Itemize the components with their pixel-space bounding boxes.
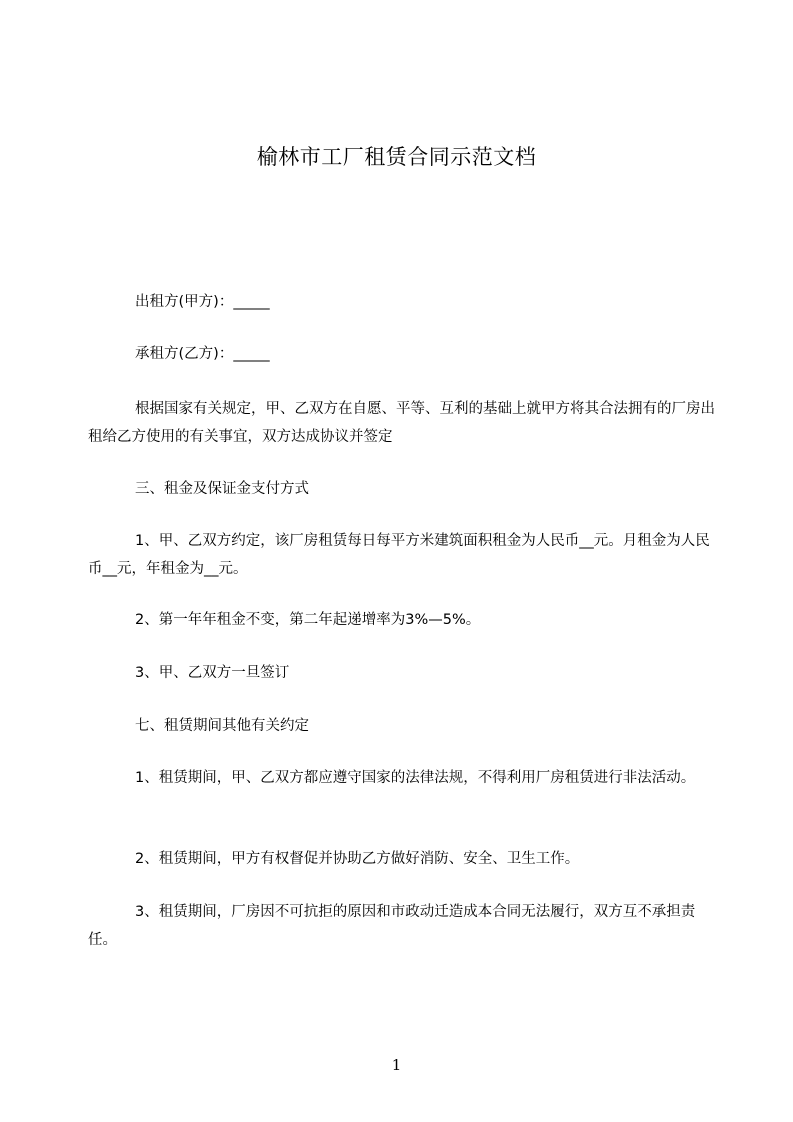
page-title: 榆林市工厂租赁合同示范文档 (256, 145, 537, 169)
other-clause-3: 3、租赁期间，厂房因不可抗拒的原因和市政动迁造成本合同无法履行，双方互不承担责任。 (88, 904, 696, 948)
page-number: 1 (391, 1056, 402, 1074)
other-clause-1: 1、租赁期间，甲、乙双方都应遵守国家的法律法规，不得利用厂房租赁进行非法活动。 (135, 770, 696, 786)
lessor-line: 出租方(甲方)：_____ (135, 294, 270, 310)
lessee-line: 承租方(乙方)：_____ (135, 346, 270, 362)
rent-clause-3: 3、甲、乙双方一旦签订 (135, 665, 290, 681)
rent-clause-1: 1、甲、乙双方约定，该厂房租赁每日每平方米建筑面积租金为人民币__元。月租金为人民币__元，年租金为__元。 (88, 533, 710, 577)
other-clause-2: 2、租赁期间，甲方有权督促并协助乙方做好消防、安全、卫生工作。 (135, 851, 580, 867)
preamble-paragraph: 根据国家有关规定，甲、乙双方在自愿、平等、互利的基础上就甲方将其合法拥有的厂房出租给乙方使用的有关事宜，双方达成协议并签定 (88, 401, 715, 445)
section-heading-other: 七、租赁期间其他有关约定 (135, 718, 309, 734)
rent-clause-2: 2、第一年年租金不变，第二年起递增率为3%—5%。 (135, 612, 481, 628)
section-heading-rent: 三、租金及保证金支付方式 (135, 481, 309, 497)
